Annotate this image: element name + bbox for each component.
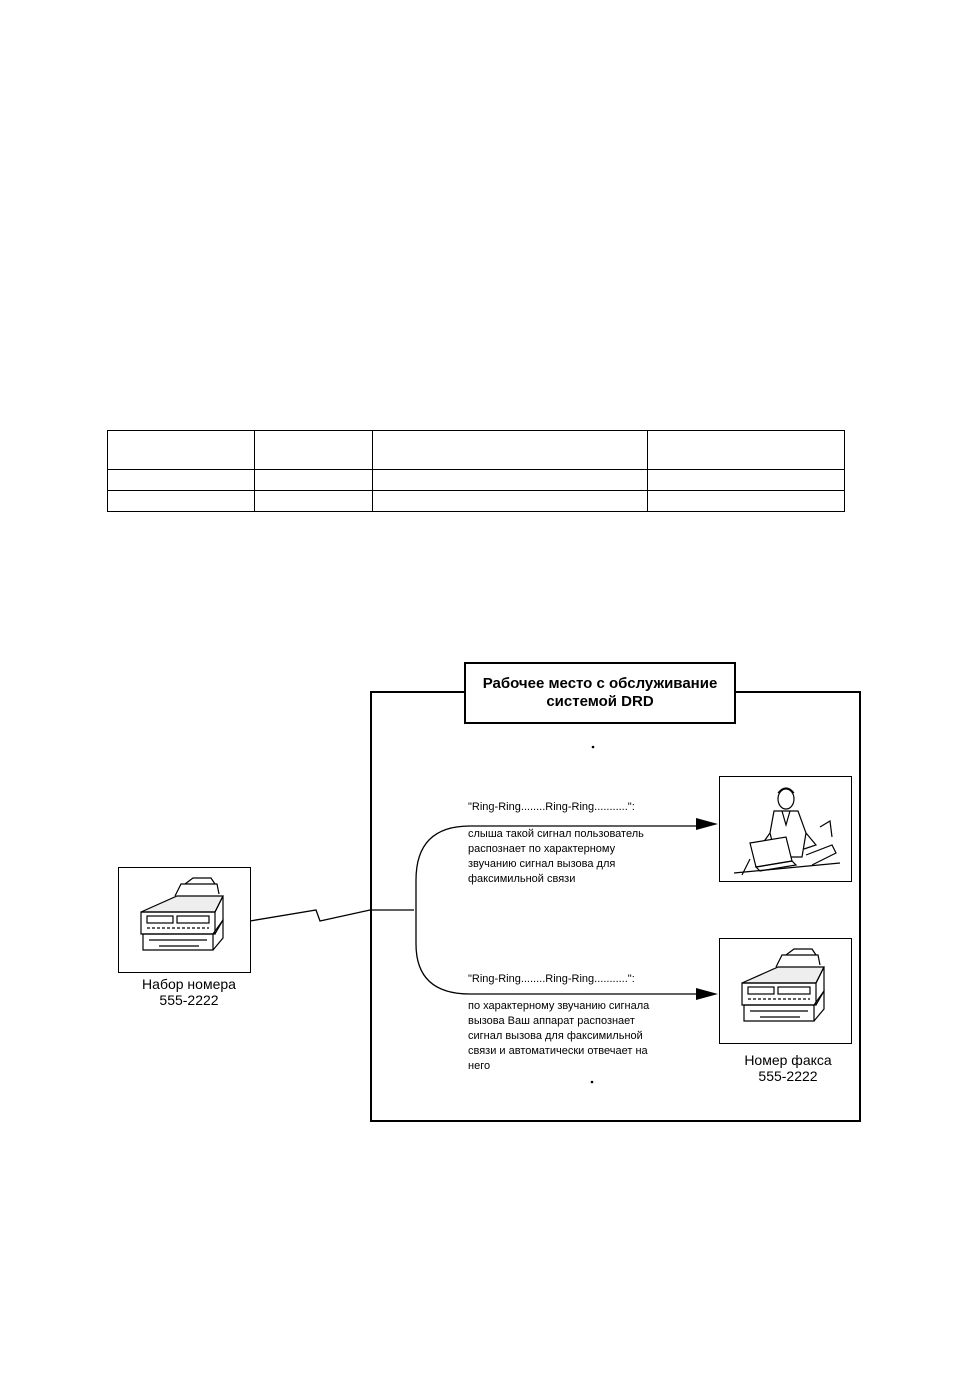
fax-machine-icon [720, 1029, 850, 1046]
person-at-computer-icon [720, 867, 850, 884]
sender-label-line2: 555-2222 [159, 992, 219, 1008]
receiver-label [716, 1052, 860, 1084]
phone-line [250, 910, 414, 921]
lower-description-line: него [468, 1060, 491, 1072]
diagram-title-box [464, 662, 736, 724]
lower-description-line: вызова Ваш аппарат распознает [468, 1015, 635, 1027]
lower-description-line: сигнал вызова для факсимильной [468, 1030, 643, 1042]
fax-machine-icon [119, 958, 249, 975]
lower-ring-text: "Ring-Ring........Ring-Ring...........": [468, 973, 635, 985]
diagram-title-line1: Рабочее место с обслуживание [482, 675, 718, 692]
lower-description-line: связи и автоматически отвечает на [468, 1045, 648, 1057]
dot-mark [592, 746, 595, 749]
sender-label-line1: Набор номера [142, 976, 236, 992]
upper-description-line: звучанию сигнал вызова для [468, 858, 616, 870]
upper-description [468, 827, 698, 887]
upper-description-line: факсимильной связи [468, 873, 576, 885]
dot-mark [591, 1081, 594, 1084]
upper-ring-text: "Ring-Ring........Ring-Ring...........": [468, 801, 635, 813]
receiver-label-line2: 555-2222 [758, 1068, 818, 1084]
lower-description-line: по характерному звучанию сигнала [468, 1000, 650, 1012]
lower-description [468, 999, 708, 1074]
sender-fax-box [118, 867, 251, 973]
person-box [719, 776, 852, 882]
upper-description-line: слыша такой сигнал пользователь [468, 828, 644, 840]
diagram-title-line2: системой DRD [546, 693, 654, 710]
sender-label [118, 976, 260, 1008]
receiver-fax-box [719, 938, 852, 1044]
upper-description-line: распознает по характерному [468, 843, 616, 855]
arrow-head-upper [696, 818, 718, 830]
receiver-label-line1: Номер факса [744, 1052, 832, 1068]
